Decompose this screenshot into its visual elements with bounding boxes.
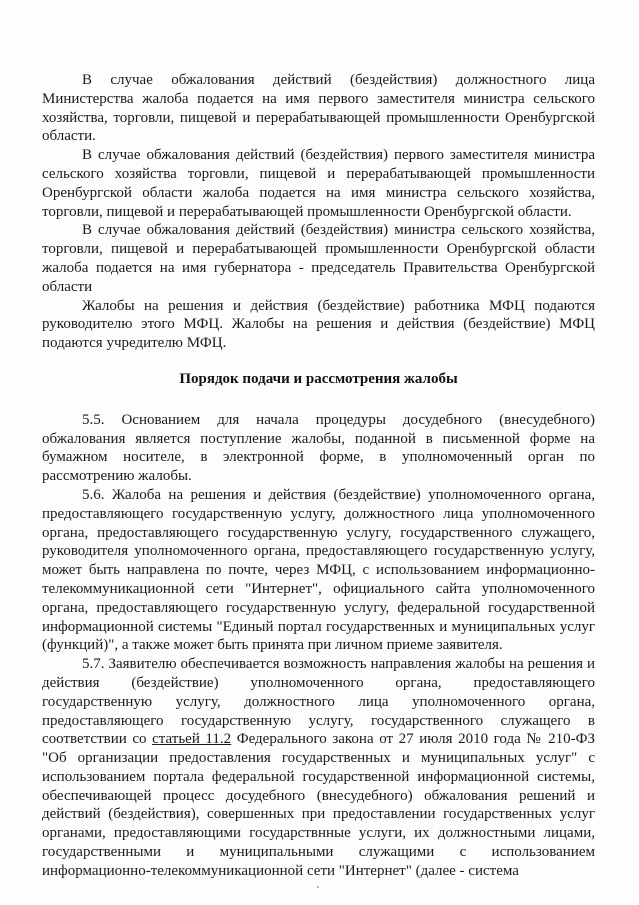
paragraph-deputy-minister: В случае обжалования действий (бездействия) должностного лица Министерства жалоба подается на имя первого заместителя министра сельского хозяйства, торговли, пищевой и перерабатывающей промышленности Оренбургской области. [42,72,595,145]
paragraph-mfc: Жалобы на решения и действия (бездействие) работника МФЦ подаются руководителю этого МФЦ. Жалобы на решения и действия (бездействие) МФЦ подаются учредителю МФЦ. [42,297,595,352]
law-article-link[interactable]: статьей 11.2 [152,731,232,748]
scan-dot [317,886,319,888]
paragraph-5-5: 5.5. Основанием для начала процедуры досудебного (внесудебного) обжалования является поступление жалобы, поданной в письменной форме на бумажном носителе, в электронной форме, в уполномоченный орган по рассмотрению жалобы. [42,411,595,485]
paragraph-5-6: 5.6. Жалоба на решения и действия (бездействие) уполномоченного органа, предоставляющего государственную услугу, должностного лица уполномоченного органа, предоставляющего государственную услугу, государственного служащего, руководителя уполномоченного органа, предоставляющего государственную услугу, может быть направлена по почте, через МФЦ, с использованием информационно-телекоммуникационной сети "Интернет", официального сайта уполномоченного органа, предоставляющего государственную услугу, федеральной государственной информационной системы "Единый портал государственных и муниципальных услуг (функций)", а также может быть принята при личном приеме заявителя. [42,486,595,654]
section-heading: Порядок подачи и рассмотрения жалобы [179,370,458,387]
paragraph-5-7-text-start: 5.7. Заявителю обеспечивается возможность направления жалобы на решения и действия (бездействие) уполномоченного органа, предоставляющего государственную услугу, должностного лица уполномоченного органа, предоставляющего государственную услугу, государственного служащего в соответствии со [42,656,595,748]
paragraph-minister: В случае обжалования действий (бездействия) первого заместителя министра сельского хозяйства торговли, пищевой и перерабатывающей промышленности Оренбургской области жалоба подается на имя министра сельского хозяйства, торговли, пищевой и перерабатывающей промышленности Оренбургской области. [42,147,595,220]
document-body [42,71,595,881]
paragraph-governor: В случае обжалования действий (бездействия) министра сельского хозяйства, торговли, пищевой и перерабатывающей промышленности Оренбургской области жалоба подается на имя губернатора - председатель Правительства Оренбургской области [42,222,595,295]
paragraph-5-7-text-end: Федерального закона от 27 июля 2010 года № 210-ФЗ "Об организации предоставления государственных и муниципальных услуг" с использованием портала федеральной государственной информационной системы, обеспечивающей процесс досудебного (внесудебного) обжалования решений и действий (бездействия), совершенных при предоставлении государственных услуг органами, предоставляющими государствнные услуги, их должностными лицами, государственными и муниципальными служащими с использованием информационно-телекоммуникационной сети "Интернет" (далее - система [42,731,595,879]
paragraph-5-7 [42,655,595,881]
